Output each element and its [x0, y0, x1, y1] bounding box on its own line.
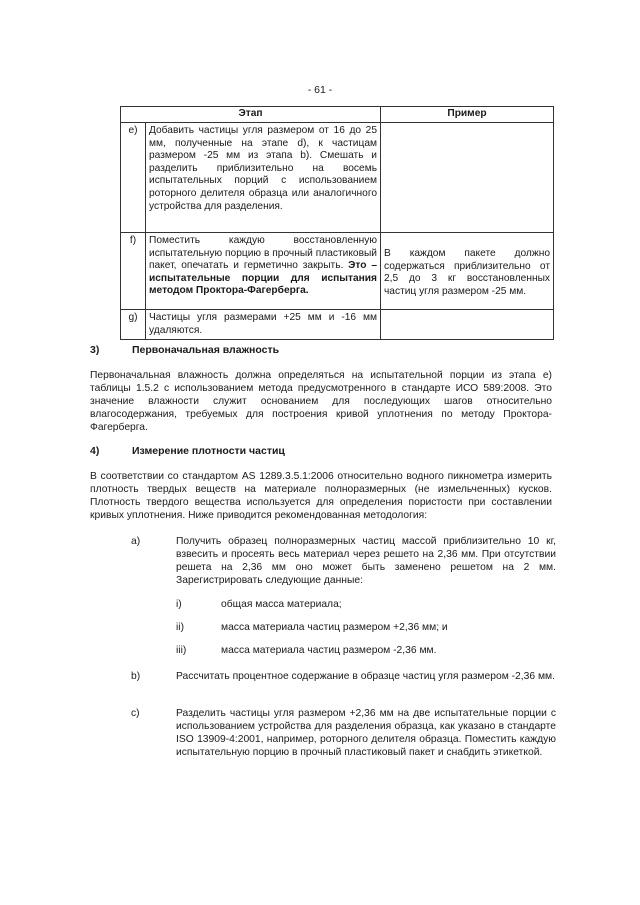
table-row — [121, 310, 554, 340]
table-row — [121, 233, 554, 310]
sub-item-text: масса материала частиц размером +2,36 мм; и — [221, 622, 448, 633]
section-3-heading — [90, 344, 279, 356]
row-step-text: Поместить каждую восстановленную испытательную порцию в прочный пластиковый пакет, опечатать и герметично закрыть. — [149, 235, 377, 272]
row-label: f) — [121, 233, 146, 310]
row-label: e) — [121, 123, 146, 233]
row-label: g) — [121, 310, 146, 340]
section-number: 3) — [90, 344, 100, 356]
procedure-table — [120, 106, 554, 340]
sub-list-item — [176, 621, 448, 634]
row-example — [381, 123, 554, 233]
list-item-label: a) — [131, 536, 141, 547]
list-item — [131, 670, 556, 683]
sub-item-label: i) — [176, 599, 182, 610]
section-4-heading — [90, 445, 285, 457]
list-item-text: Получить образец полноразмерных частиц массой приблизительно 10 кг, взвесить и просеять весь материал через решето на 2,36 мм. При отсутствии решета на 2,36 мм оно может быть заменено решетом на 2 мм. Зарегистрировать следующие данные: — [176, 536, 556, 586]
list-item-label: c) — [131, 708, 140, 719]
section-title: Измерение плотности частиц — [132, 445, 285, 457]
list-item-text: Рассчитать процентное содержание в образце частиц угля размером -2,36 мм. — [176, 671, 555, 682]
table-header-example: Пример — [381, 107, 554, 123]
sub-item-label: iii) — [176, 645, 187, 656]
sub-item-label: ii) — [176, 622, 185, 633]
row-example-text: В каждом пакете должно содержаться приблизительно от 2,5 до 3 кг восстановленных частиц угля размером -25 мм. — [384, 248, 550, 297]
row-step-bold-text: Это – испытательные порции для испытания методом Проктора-Фагерберга. — [149, 260, 377, 297]
section-title: Первоначальная влажность — [132, 344, 280, 356]
row-step — [146, 233, 381, 310]
section-number: 4) — [90, 445, 100, 457]
list-item-label: b) — [131, 671, 141, 682]
list-item-text: Разделить частицы угля размером +2,36 мм на две испытательные порции с использованием устройства для разделения образца, как указано в стандарте ISO 13909-4:2001, например, роторного делителя образца. Поместить каждую испытательную порцию в прочный пластиковый пакет и снабдить этикеткой. — [176, 708, 556, 758]
sub-list-item — [176, 598, 342, 611]
sub-list-item — [176, 644, 436, 657]
page-number: - 61 - — [307, 84, 333, 96]
row-step: Частицы угля размерами +25 мм и -16 мм удаляются. — [146, 310, 381, 340]
sub-item-text: общая масса материала; — [221, 599, 342, 610]
table-header-step: Этап — [121, 107, 381, 123]
list-item — [131, 535, 556, 587]
table-row — [121, 123, 554, 233]
row-example — [381, 233, 554, 310]
section-4-paragraph: В соответствии со стандартом AS 1289.3.5.1:2006 относительно водного пикнометра измерить плотность твердых веществ на материале полноразмерных (не измельченных) кусков. Плотность твердого вещества используется для определения пористости при составлении кривых уплотнения. Ниже приводится рекомендованная методология: — [90, 471, 552, 521]
sub-item-text: масса материала частиц размером -2,36 мм. — [221, 645, 437, 656]
table-header-row — [121, 107, 554, 123]
section-3-paragraph: Первоначальная влажность должна определяться на испытательной порции из этапа e) таблицы 1.5.2 с использованием метода предусмотренного в стандарте ИСО 589:2008. Это значение влажности служит основанием для последующих шагов относительно влагосодержания, требуемых для построения кривой уплотнения по методу Проктора-Фагерберга. — [90, 370, 552, 433]
list-item — [131, 707, 556, 759]
row-example — [381, 310, 554, 340]
row-step: Добавить частицы угля размером от 16 до 25 мм, полученные на этапе d), к частицам размером -25 мм из этапа b). Смешать и разделить приблизительно на восемь испытательных порций с использованием роторного делителя образца или аналогичного устройства для разделения. — [146, 123, 381, 233]
